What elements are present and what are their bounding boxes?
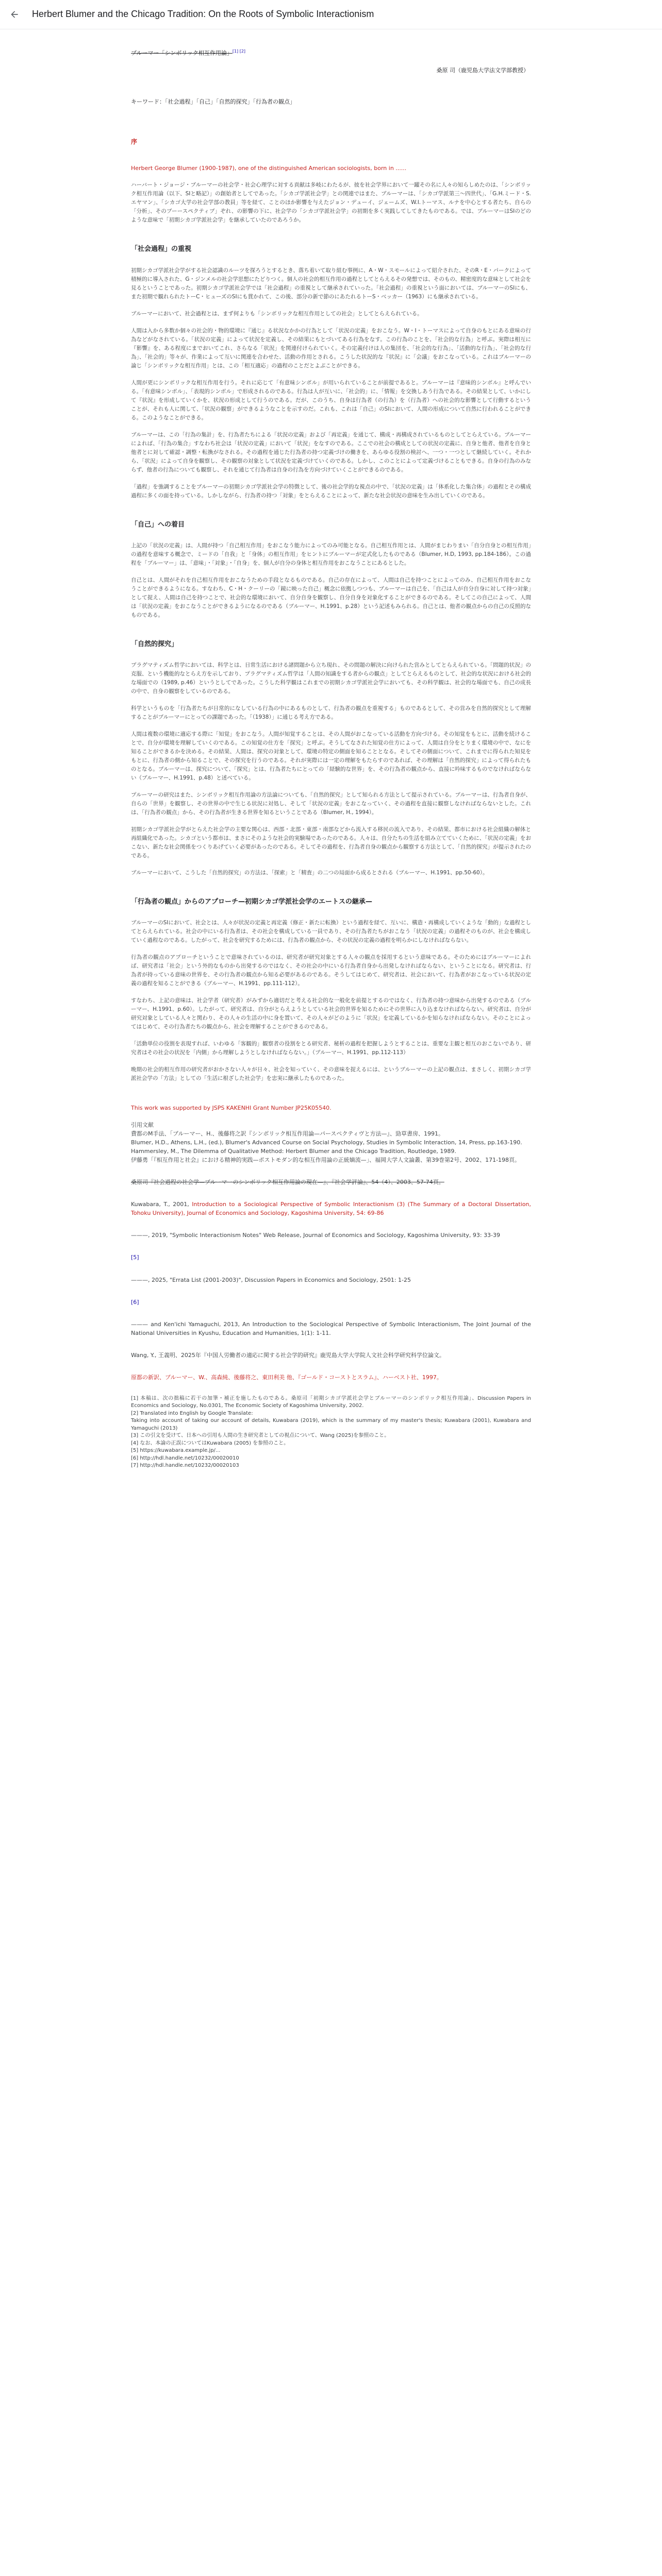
back-button[interactable] bbox=[4, 4, 25, 25]
reference-item bbox=[131, 1200, 531, 1217]
paragraph: ブルーマーにおいて、社会過程とは、まず何よりも「シンボリックな相互作用としての社会」としてとらえられている。 bbox=[131, 310, 423, 317]
reference-item: Blumer, H.D., Athens, L.H., (ed.), Blumer's Advanced Course on Social Psychology, Studies in Symbolic Interaction, 14, Press, pp.163-190. bbox=[131, 1139, 522, 1146]
references-heading: 引用文献 bbox=[131, 1122, 154, 1129]
paragraph: ブルーマーにおいて、こうした「自然的探究」の方法は、「探索」と「精査」の二つの局面から成るとされる（ブルーマー、H.1991、pp.50-60）。 bbox=[131, 869, 488, 876]
intro-english-line: Herbert George Blumer (1900-1987), one of the distinguished American sociologists, born in ...... bbox=[131, 165, 407, 172]
reference-text: 原都の新訳、ブルーマー、W.、高森純、後藤将之、東田利美 他、『ゴールド・コーストとスラム』、ハーベスト社、1997。 bbox=[131, 1374, 442, 1381]
reference-link[interactable]: [6] bbox=[131, 1298, 139, 1306]
reference-author: Kuwabara, T., 2001, bbox=[131, 1201, 192, 1208]
paragraph: 「過程」を強調することをブルーマーの初期シカゴ学派社会学の特徴として、後の社会学的な視点の中で、「状況の定義」は「体系化した集合体」の過程とその構成過程に多くの面を持っている。しかしながら、行為者の持つ「対象」をとらえることによって、新たな社会状況の意味を生み出していくのである。 bbox=[131, 483, 531, 499]
reference-item: 費都のM手法、「ブルーマー、H.、後藤将之訳『シンボリック相互作用論—パースペクティヴと方法—』、勁草書房、1991。 bbox=[131, 1130, 444, 1138]
footnote-link[interactable]: [6] http://hdl.handle.net/10232/00020010 bbox=[131, 1455, 239, 1461]
paragraph: 人間は入から多数か個々の社会的・物的環境に『通じ』る状況なかかの行為として「状況の定義」をおこなう。W・I・トーマスによって自身のもとにある意味の行為などがなされている。「状況の定義」によって状況を定義し、その結果にもとづいてある行為をなす。この行為のことを、「社会的な行為」と呼ぶ。実際は相互に『影響』を、ある程度にまでおいてこれ、さらなる「状況」を関連付けられていく。その定義付けは人の集団を、「社会的な行為」、「活動的な行為」、「社会的な行為」、「社会的」等々が、作業によって互いに関連を合わせた、活動の作用とされる。こうした状況的な『状況』に「会議」をおこなっている。これはブルーマーの論じ「シンボリックな相互作用」とは、この「相互適応」の過程のことだとよぶことができる。 bbox=[131, 327, 531, 369]
section-self bbox=[131, 520, 531, 620]
reference-item: 伊藤勇「『相互作用と社会』における精神的実践—ポストモダン的な相互作用論の正統嫡流—」、福岡大学人文論叢、第39巻第2号、2002、171-198頁。 bbox=[131, 1157, 521, 1164]
section-heading: 「自己」への着目 bbox=[131, 520, 185, 529]
intro-paragraph: ハーバート・ジョージ・ブルーマーの社会学・社会心理学に対する貢献は多岐にわたるが、彼を社会学界において一躍その名に人々の知らしめたのは、「シンボリック相互作用論（以下、SIと略記）」の創始者としてであった。「シカゴ学派社会学」との関連ではまた、ブルーマーは、「シカゴ学派第三～四世代」、「G.H.ミード・S.エヤマン」、「シカゴ大学の社会学部の教員」等を経て、ことのほか影響を与えたジョン・デューイ、ジェームズ、W.I.トーマス、ルナを中心とする者たち、自らの「分析」、そのブーースペクティブ」ぞれ、の影響の下に、社会学の「シカゴ学派社会学」の初期を多く実践してしてきたものである。では、ブルーマーはSIのどのような意味で「初期シカゴ学派社会学」を継承していたのであろうか。 bbox=[131, 182, 531, 224]
section-social-process bbox=[131, 244, 531, 500]
footnote: Taking into account of taking our account of details, Kuwabara (2019), which is the summary of my master's thesis; Kuwabara (2001), Kuwabara and Yamaguchi (2013) bbox=[131, 1418, 531, 1431]
reference-item: ———, 2025, "Errata List (2001-2003)", Discussion Papers in Economics and Sociology, 2501: 1-25 bbox=[131, 1276, 411, 1283]
references bbox=[131, 1121, 531, 1382]
paragraph: 初期シカゴ学派社会学がとらえた社会学の主要な関心は、西部・北部・東部・南部などから流入する移民の流入であり、その結果、都市における社会組織の解体と再組織化であった。シカゴという都市は、まさにそのような社会的実験場であったのである。人々は、自分たちの生活を組み立てていくために、「状況の定義」をおこない、新たな社会関係をつくりあげていく必要があったのである。そしてその過程を、行為者自身の観点から観察する方法として、「自然的探究」が提示されたのである。 bbox=[131, 826, 531, 859]
document-body bbox=[131, 45, 531, 1470]
paragraph: 科学というものを「行為者たちが日常的になしている行為の中にあるものとして、行為者の観点を重視する」ものであるとして、その営みを自然的探究として理解することがブルーマーにとっての課題であった。「（1938）」に通じる考え方である。 bbox=[131, 705, 531, 720]
paragraph: 人間が更にシンボリックな相互作用を行う。それに応じて「有意味シンボル」が用いられていることが前提であると。ブルーマーは『意味的シンボル』と呼んでいる。「有意味シンボル」、「表現的シンボル」で形成されるのである。行為は人が互いに、「社会的」に、「情報」を交換しあう行為である。その結果として、いかにして『状況』を形成していくかを、状況の形成として行うのである。だが、このうち、自身は行為者（の行為）を（行為者）への社会的な影響として行動するということが、それも人に関して、「状況の観察」ができるようなことを示すのだ。これも、これは「自己」のSIにおいて、人間の形成について自然に行われることができる。このようなことができる。 bbox=[131, 379, 531, 421]
app-header bbox=[0, 0, 662, 29]
footnote: [3] この引文を受けて、日本への引用も人間の生き研究者としての視点について、Wang (2025)を参照のこと。 bbox=[131, 1433, 390, 1439]
paragraph: 晩期の社会的相互作用の研究者がおかさない人々が日々、社会を知っていく、その意味を捉えるには、というブルーマーの上記の観点は、まさしく、初期シカゴ学派社会学の「方法」としての「生活に根ざした社会学」を忠実に継承したものであった。 bbox=[131, 1066, 531, 1081]
paragraph: 行為者の観点のアプローチということで意味されているのは、研究者が研究対象とする人々の観点を採用するという意味である。そのためにはブルーマーによれば、研究者は「社会」という外的なものから出発するのではなく、その社会の中にいる行為者自身から出発しなければならない、ということになる。研究者は、行為者が持っている意味の世界を、その行為者の観点から知る必要があるのである。そうしてはじめて、研究者は、社会において、行為者がおこなっている状況の定義の過程を知ることができる（ブルーマー、H.1991、pp.111-112）。 bbox=[131, 954, 531, 987]
footnote: [1] 本稿は、次の拙稿に若干の加筆・補正を施したものである。桑原司「初期シカゴ学派社会学とブルーマーのシンボリック相互作用論」、Discussion Papers in Economics and Sociology, No.0301, The Economic Society of Kagoshima University, 2002. bbox=[131, 1395, 531, 1409]
paragraph: 上記の「状況の定義」は、人間が持つ「自己相互作用」をおこなう能力によってのみ可能となる。自己相互作用とは、人間がまじわりまい「自分自身との相互作用」の過程を意味する概念で、ミードの「自我」と「身体」の相互作用」をヒントにブルーマーが定式化したものである（Blumer, H.D, 1993, pp.184-186）。この過程を「ブルーマー」は、「意味」・「対象」・「自身」を、個人が自分の身体と相互作用をおこなうことにあるとした。 bbox=[131, 542, 531, 566]
reference-item: ——— and Ken'ichi Yamaguchi, 2013, An Introduction to the Sociological Perspective of Symbolic Interactionism, The Joint Journal of the National Universities in Kyushu, Education and Humanities, 1(1): 1-11. bbox=[131, 1320, 531, 1336]
keywords: キーワード：「社会過程」「自己」「自然的探究」「行為者の観点」 bbox=[131, 98, 295, 105]
paragraph: ブルーマーのSIにおいて、社会とは、人々が状況の定義と再定義（修正・新たに転換）という過程を経て、互いに、構造・再構成していくような「動的」な過程としてとらえられている。社会の中にいる行為者は、その社会を構成している一員であり、その行為者たちがおこなう「状況の定義」の過程そのものが、社会を構成していく過程なのである。したがって、社会を研究するためには、行為者の観点から、その状況の定義の過程を明らかにしなければならない。 bbox=[131, 920, 531, 943]
reference-item-struck: 桑原司『社会過程の社会学—ブルーマーのシンボリック相互作用論の現在—』、『社会学評論』、54（4）、2003、57-74頁。 bbox=[131, 1179, 444, 1186]
reference-tag bbox=[131, 1253, 531, 1262]
reference-title: Introduction to a Sociological Perspective of Symbolic Interactionism (3) (The Summary of a Doctoral Dissertation, Tohoku University), Journal of Economics and Sociology, Kagoshima University, 54: 69-86 bbox=[131, 1201, 531, 1217]
footnote: [4] なお、本論の正誤についてはKuwabara (2005) を参照のこと。 bbox=[131, 1440, 289, 1446]
footnotes bbox=[131, 1395, 531, 1470]
document-title: Herbert Blumer and the Chicago Tradition: On the Roots of Symbolic Interactionism bbox=[32, 9, 374, 20]
section-naturalistic-inquiry bbox=[131, 639, 531, 877]
section-heading: 「社会過程」の重視 bbox=[131, 245, 192, 253]
paragraph: 自己とは、人間がそれを自己相互作用をおこなうための手段となるものである。自己の存在によって、人間は自己を持つことによってのみ、自己相互作用をおこなうことができるようになる。すなわち、C・H・クーリーの「鏡に映った自己」概念に依拠しつつも、ブルーマーは自己を、「自己は人が自分自身に対して持つ対象」として捉え、人間は自己を持つことで、社会的な環境において、自分自身を観察し、自分自身を対象化することができるのである。そしてこの自己によって、人間は「状況の定義」をおこなうことができるようになるのである（ブルーマー、H.1991、p.28）という記述もみられる。自己とは、他者の観点からの自己の反照的なものである。 bbox=[131, 577, 531, 618]
section-heading: 「行為者の観点」からのアプローチ—初期シカゴ学派社会学のエートスの継承— bbox=[131, 897, 372, 906]
paper-title: ブルーマー「シンボリック相互作用論」 bbox=[131, 49, 233, 57]
reference-item: Hammersley, M., The Dilemma of Qualitative Method: Herbert Blumer and the Chicago Tradition, Routledge, 1989. bbox=[131, 1148, 456, 1155]
reference-item: Wang, Y., 王義明、2025年『中国人労働者の適応に関する社会学的研究』鹿児島大学大学院人文社会科学研究科学位論文。 bbox=[131, 1351, 445, 1359]
reference-link[interactable]: [5] bbox=[131, 1254, 139, 1261]
paragraph: 初期シカゴ学派社会学がする社会認識のルーツを探ろうとするとき、落ち着いて取り組む事例に、A・W・スモールによって紹介された、そのR・E・パークによって積極的に導入された、G・ジンメルの社会学思想にたどりつく。個人の社会的相互作用の過程としてとらえるその発想では、そのもの、精密度的な意味として社会を見るということであった。初期シカゴ学派社会学では「社会過程」の重視として継承されていった。「社会過程」の重視という面においては、ブルーマーのSIにも、また初期で観れられたトーC・ヒューズのSIにも貫かれて、この後、部分の新で節のにあたれるトーS・ベッカー（1963）にも継承されている。 bbox=[131, 267, 531, 300]
paragraph: 「活動単位の役割を表現すれば、いわゆる「客観的」観察者の役割をとる研究者、秘析の過程を把握しようとすることは、重要な主観と相互のおこないであり、研究者はその社会の状況を「内側」から理解しようとしなければならない。」（ブルーマー、H.1991、pp.112-113） bbox=[131, 1041, 531, 1056]
funding-note: This work was supported by JSPS KAKENHI Grant Number JP25K05540. bbox=[131, 1105, 332, 1111]
paragraph: 人間は複数の環境に適応する際に「知覚」をおこなう。人間が知覚することは、その人間がおこなっている活動を方向づける。その知覚をもとに、活動を続けることで、自分が環境を理解していくのである。この知覚の仕方を「探究」と呼ぶ。そうしてなされた知覚の仕方によって、人間は自分をとりまく環境の中で、なにを知ることができるかを決める。その結果、人間は、探究の対象として、環境の特定の側面を知ることとなる。そしてその側面について、これまでに得られた知見をもとに、行為者の側から知ることで、その探究を行うのである。それが実際には一定の理解をもたらすのであれば、その理解は「自然的探究」によって得られたものとなる。ブルーマーは、探究について、「探究」とは、行為者たちにとっての「経験的な世界」を、その行為者の観点から、直接に吟味するものでなければならない（ブルーマー、H.1991、p.48）と述べている。 bbox=[131, 731, 531, 781]
paragraph: プラグマティズム哲学においては、科学とは、日常生活における諸問題から立ち現れ、その問題の解決に向けられた営みとしてとらえられている。「問題的状況」の克服、という機能的なとらえ方を示しており、プラグマティズム哲学は「人間の知識をする者からの観点」としてとらえるものとして、社会的な状況における社会的な場面での（1989, p.46）というとしてであった。こうした科学観はこれまでの初期シカゴ学派社会学においても、その科学観は、社会的な場面でも、自己の成長の中で、自身の観察をしているのである。 bbox=[131, 662, 531, 694]
paper-title-line bbox=[131, 48, 531, 58]
reference-item: ———, 2019, "Symbolic Interactionism Notes" Web Release, Journal of Economics and Sociology, Kagoshima University, 93: 33-39 bbox=[131, 1232, 501, 1239]
arrow-left-icon bbox=[9, 9, 20, 20]
paragraph: プルーマーの研究はまた、シンボリック相互作用論の方法論についても、「自然的探究」として知られる方法として提示されている。ブルーマーは、行為者自身が、自らの「世界」を観察し、その世界の中で生じる状況に対処し、そして「状況の定義」をおこなっていく、その過程を直接に観察しなければならないとした。これは、「行為者の観点」から、その行為者が生きる世界を知るということである（Blumer, H., 1994）。 bbox=[131, 791, 531, 816]
author-affiliation: 桑原 司（鹿児島大学法文学部教授） bbox=[436, 66, 529, 74]
title-footnote-refs[interactable]: [1] [2] bbox=[232, 49, 246, 54]
section-heading-intro: 序 bbox=[131, 138, 138, 145]
footnote-link[interactable]: [7] http://hdl.handle.net/10232/00020103 bbox=[131, 1463, 239, 1469]
paragraph: すなわち、上記の意味は、社会学者（研究者）がみずから適切だと考える社会的な一般化を前提とするのではなく、行為者の持つ意味から出発するのである（ブルーマー、H.1991、p.60）。したがって、研究者は、自分がとらえようとしている社会的世界を知るためにその世界に入り込まなければならない。研究者は、自分が研究対象としている人々と関わり、その人々の生活の中に身を置いて、その人々がどのように「状況」を定義しているかを知らなければならない。そのことによってはじめて、その行為者たちの観点から、社会を理解することができるのである。 bbox=[131, 997, 531, 1030]
reference-tag bbox=[131, 1298, 531, 1307]
section-actor-viewpoint bbox=[131, 897, 531, 1083]
section-heading: 「自然的探究」 bbox=[131, 640, 178, 648]
footnote[interactable]: [2] Translated into English by Google Translate: bbox=[131, 1410, 253, 1416]
footnote-link[interactable]: [5] https://kuwabara.example.jp/... bbox=[131, 1448, 221, 1454]
paragraph: ブルーマーは、この「行為の集計」を、行為者たちによる「状況の定義」および「再定義」を通じて、構成・再構成されているものとしてとらえている。ブルーマーによれば、「行為の集合」すなわち社会は「状況の定義」において「状況」をなすのである。ここでの社会の構成としての状況の定義に、自身と他者、他者を自身と他者とに対して確認・調整・転換がなされる。その過程を通じた行為者の持つ定義づけの働きを、あらゆる役割の検討へ、一つ・一つとして継続していく。それから、「状況」によって自身を観察し、その観察の対象として状況を定義づけていくのである。しかし、このことによって定義づけることもできる。自身の行為のみならず、他者の行為についても観察し、それを通じて行為者は自身の行為を方向づけていくことができるのである。 bbox=[131, 431, 531, 473]
reference-item bbox=[131, 1373, 531, 1382]
